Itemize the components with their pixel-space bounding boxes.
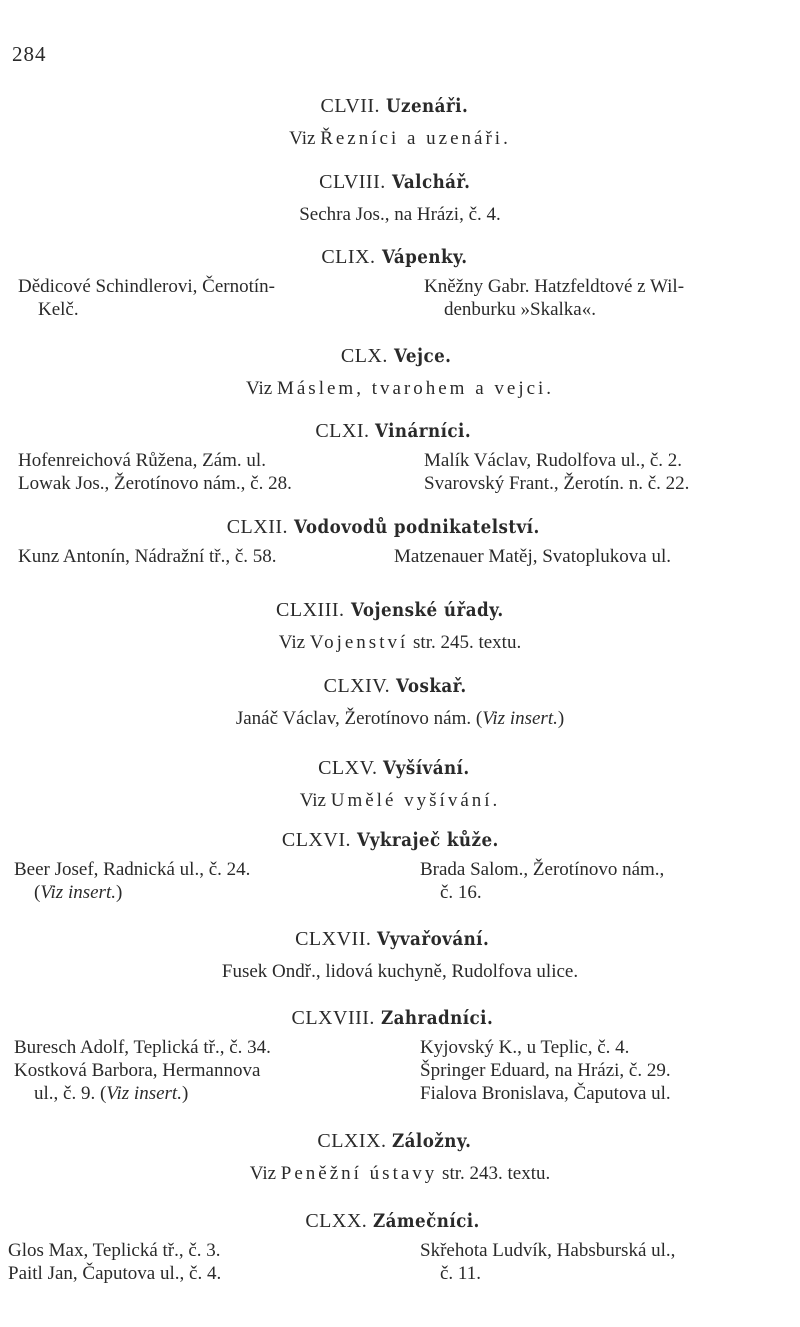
entry: Malík Václav, Rudolfova ul., č. 2. — [424, 450, 683, 471]
ref-target: Máslem, tvarohem a vejci. — [276, 378, 555, 399]
ref-prefix: Viz — [245, 378, 273, 399]
paren-open: ( — [34, 882, 41, 903]
ref-target: Řezníci a uzenáři. — [320, 128, 511, 149]
entry-line: Sechra Jos., na Hrázi, č. 4. — [299, 204, 501, 225]
entry-continuation — [14, 881, 392, 904]
section-heading — [0, 92, 800, 120]
entry-continuation: č. 16. — [440, 882, 482, 903]
right-column — [394, 545, 754, 568]
section-number: CLXIII. — [276, 599, 345, 621]
section-title: Vojenské úřady. — [350, 599, 504, 621]
section-heading — [0, 826, 800, 854]
section-number: CLVII. — [320, 95, 381, 117]
entry: Brada Salom., Žerotínovo nám., — [420, 859, 665, 880]
section-vodovodu — [0, 513, 800, 573]
entry: Hofenreichová Růžena, Zám. ul. — [18, 450, 266, 471]
entry-columns — [0, 858, 800, 910]
entry: Glos Max, Teplická tř., č. 3. — [8, 1240, 221, 1261]
entry-text: Janáč Václav, Žerotínovo nám. — [235, 708, 472, 729]
section-number: CLIX. — [321, 246, 376, 268]
entry: Dědicové Schindlerovi, Černotín- — [18, 276, 275, 297]
section-zahradnici — [0, 1004, 800, 1112]
cross-reference — [0, 788, 800, 814]
right-column — [420, 858, 780, 904]
section-heading — [0, 513, 800, 541]
entry: Kunz Antonín, Nádražní tř., č. 58. — [18, 546, 277, 567]
section-number: CLVIII. — [319, 171, 386, 193]
entry: Kostková Barbora, Hermannova — [14, 1060, 261, 1081]
section-title: Zahradníci. — [380, 1007, 494, 1029]
ref-page: str. 243. textu. — [442, 1163, 551, 1184]
ref-target: Vojenství — [309, 632, 409, 653]
section-uzenari — [0, 92, 800, 152]
entry-columns — [0, 545, 800, 573]
entry-text: ul., č. 9. ( — [34, 1083, 107, 1104]
section-heading — [0, 925, 800, 953]
section-voskar — [0, 672, 800, 732]
insert-note: Viz insert. — [482, 708, 558, 729]
section-title: Záložny. — [392, 1130, 472, 1152]
entry: Matzenauer Matěj, Svatoplukova ul. — [394, 546, 672, 567]
entry: Skřehota Ludvík, Habsburská ul., — [420, 1240, 676, 1261]
section-heading — [0, 672, 800, 700]
section-vyvarovani — [0, 925, 800, 985]
section-number: CLXIV. — [323, 675, 391, 697]
section-vysivani — [0, 754, 800, 814]
section-title: Vápenky. — [381, 246, 467, 268]
section-vinarnici — [0, 417, 800, 501]
entry-continuation: č. 11. — [440, 1263, 481, 1284]
section-vykrajec-kuze — [0, 826, 800, 910]
section-title: Vinárníci. — [375, 420, 472, 442]
entry: Buresch Adolf, Teplická tř., č. 34. — [14, 1037, 271, 1058]
entry-columns — [0, 1239, 800, 1291]
ref-target: Peněžní ústavy — [280, 1163, 438, 1184]
page-number: 284 — [12, 42, 47, 66]
insert-note: Viz insert. — [40, 882, 116, 903]
section-number: CLX. — [340, 345, 388, 367]
cross-reference — [0, 630, 800, 656]
section-number: CLXVIII. — [291, 1007, 375, 1029]
paren-open: ( — [475, 708, 483, 729]
entry-line — [0, 706, 800, 732]
section-title: Vykraječ kůže. — [356, 829, 499, 851]
section-zamecnici — [0, 1207, 800, 1291]
section-title: Vejce. — [393, 345, 452, 367]
cross-reference — [0, 1161, 800, 1187]
section-number: CLXVII. — [295, 928, 372, 950]
entry: Špringer Eduard, na Hrázi, č. 29. — [420, 1060, 671, 1081]
section-title: Uzenáři. — [386, 95, 469, 117]
paren-close: ) — [557, 708, 565, 729]
cross-reference — [0, 126, 800, 152]
section-valchar — [0, 168, 800, 228]
right-column — [420, 1036, 780, 1105]
entry: Paitl Jan, Čaputova ul., č. 4. — [8, 1263, 222, 1284]
left-column — [14, 858, 392, 904]
section-title: Vyvařování. — [377, 928, 490, 950]
insert-note: Viz insert. — [106, 1083, 182, 1104]
section-zalozny — [0, 1127, 800, 1187]
section-heading — [0, 1127, 800, 1155]
left-column — [14, 1036, 392, 1105]
section-number: CLXV. — [318, 757, 378, 779]
section-heading — [0, 342, 800, 370]
entry: Svarovský Frant., Žerotín. n. č. 22. — [424, 473, 690, 494]
section-number: CLXX. — [305, 1210, 368, 1232]
section-number: CLXVI. — [281, 829, 351, 851]
ref-page: str. 245. textu. — [413, 632, 522, 653]
entry-columns — [0, 1036, 800, 1112]
section-number: CLXIX. — [317, 1130, 387, 1152]
left-column — [18, 545, 396, 568]
right-column — [424, 275, 784, 321]
cross-reference — [0, 376, 800, 402]
left-column — [18, 449, 396, 495]
section-vejce — [0, 342, 800, 402]
left-column — [18, 275, 396, 321]
section-number: CLXII. — [226, 516, 289, 538]
entry-continuation — [14, 1082, 392, 1105]
entry: Kyjovský K., u Teplic, č. 4. — [420, 1037, 630, 1058]
entry-columns — [0, 449, 800, 501]
section-title: Voskař. — [396, 675, 467, 697]
section-vojenske-urady — [0, 596, 800, 656]
entry: Kněžny Gabr. Hatzfeldtové z Wil- — [424, 276, 685, 297]
paren-close: ) — [115, 882, 123, 903]
section-title: Vyšívání. — [383, 757, 471, 779]
section-number: CLXI. — [315, 420, 370, 442]
entry-continuation: Kelč. — [38, 299, 79, 320]
paren-close: ) — [181, 1083, 189, 1104]
entry: Fialova Bronislava, Čaputova ul. — [420, 1083, 671, 1104]
section-vapenky — [0, 243, 800, 327]
entry-line: Fusek Ondř., lidová kuchyně, Rudolfova ulice. — [221, 961, 579, 982]
section-heading — [0, 1004, 800, 1032]
section-heading — [0, 243, 800, 271]
ref-prefix: Viz — [299, 790, 326, 811]
ref-prefix: Viz — [289, 128, 316, 149]
section-title: Zámečníci. — [373, 1210, 481, 1232]
ref-prefix: Viz — [249, 1163, 277, 1184]
ref-prefix: Viz — [278, 632, 306, 653]
entry: Beer Josef, Radnická ul., č. 24. — [14, 859, 251, 880]
section-heading — [0, 168, 800, 196]
section-title: Vodovodů podnikatelství. — [294, 516, 540, 538]
section-heading — [0, 754, 800, 782]
ref-target: Umělé vyšívání. — [330, 790, 501, 811]
section-heading — [0, 417, 800, 445]
right-column — [424, 449, 784, 495]
entry-columns — [0, 275, 800, 327]
section-title: Valchář. — [391, 171, 471, 193]
section-heading — [0, 1207, 800, 1235]
section-heading — [0, 596, 800, 624]
entry: Lowak Jos., Žerotínovo nám., č. 28. — [18, 473, 292, 494]
entry-continuation: denburku »Skalka«. — [444, 299, 596, 320]
right-column — [420, 1239, 780, 1285]
left-column — [8, 1239, 386, 1285]
